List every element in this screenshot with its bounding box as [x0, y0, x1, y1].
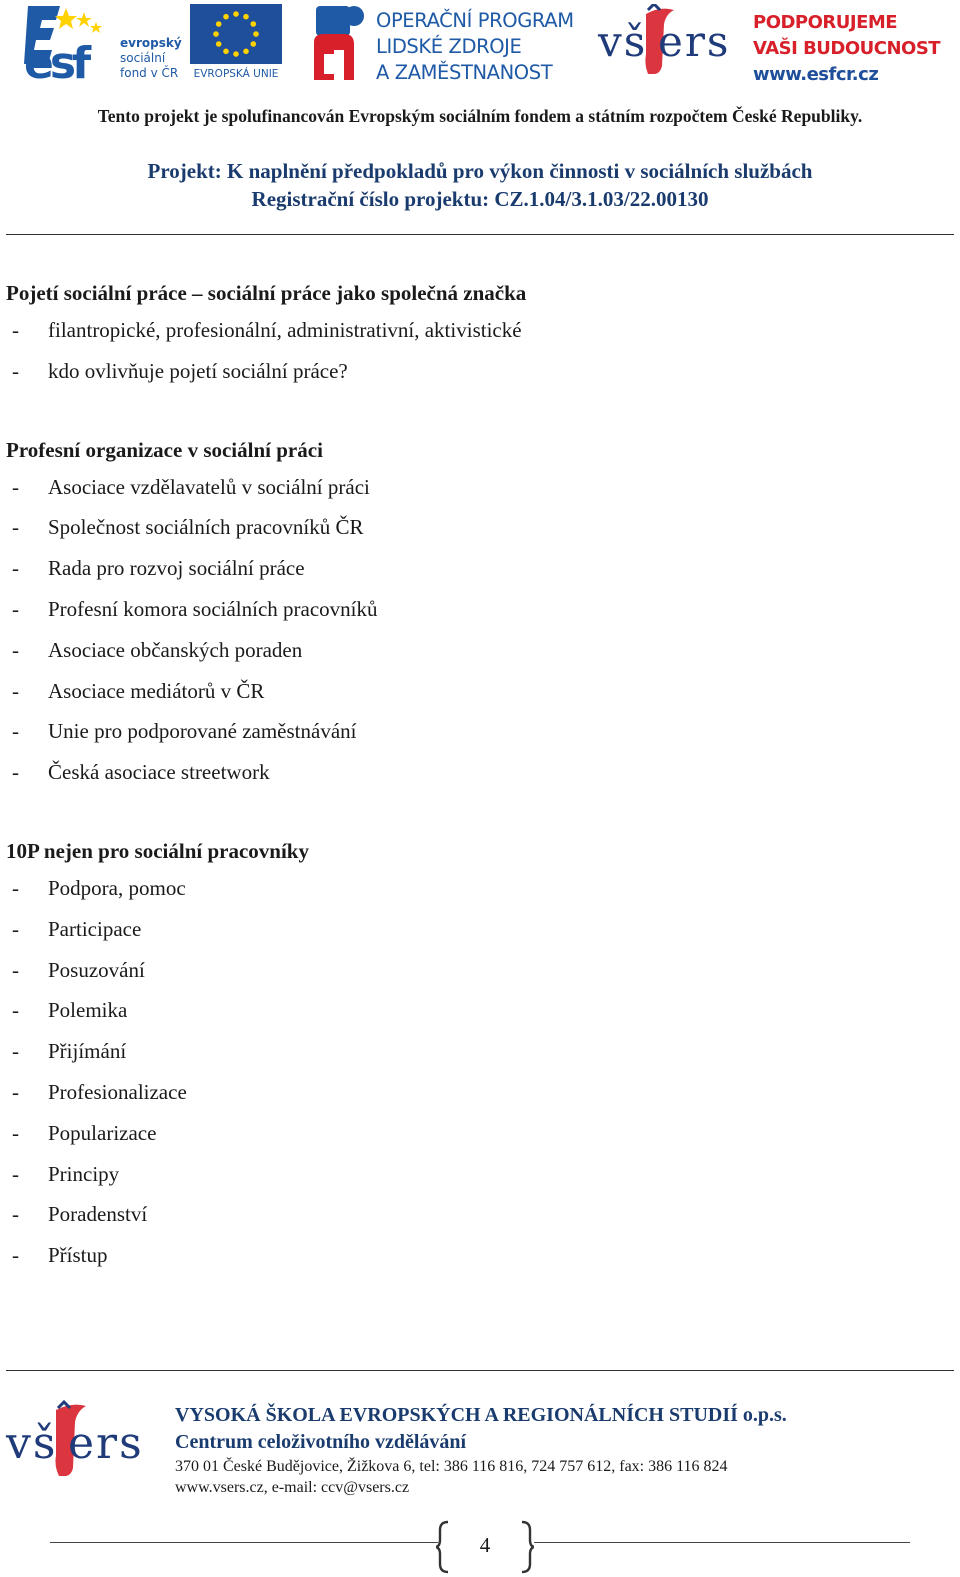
list-marker: - — [12, 1243, 19, 1268]
op-title — [376, 8, 574, 86]
support-text — [753, 10, 940, 88]
op-line3: A ZAMĚSTNANOST — [376, 61, 553, 84]
list-item — [6, 467, 946, 508]
svg-text:vš: vš — [6, 1418, 58, 1469]
section-10p — [6, 834, 946, 1276]
list-item-text: Participace — [48, 916, 142, 941]
svg-text:vš: vš — [598, 17, 648, 66]
cofinance-note: Tento projekt je spolufinancován Evropským sociálním fondem a státním rozpočtem České Republiky. — [97, 106, 863, 126]
page-number-line-left — [50, 1542, 438, 1543]
list-item-text: kdo ovlivňuje pojetí sociální práce? — [48, 358, 348, 383]
eu-caption: EVROPSKÁ UNIE — [193, 68, 279, 80]
footer-school: VYSOKÁ ŠKOLA EVROPSKÝCH A REGIONÁLNÍCH STUDIÍ o.p.s. — [175, 1404, 787, 1426]
list-item — [6, 1113, 946, 1154]
list-marker: - — [12, 1120, 19, 1145]
section-list — [6, 467, 946, 793]
list-item — [6, 351, 946, 392]
list-item — [6, 1072, 946, 1113]
footer-contact — [175, 1402, 787, 1498]
svg-text:ers: ers — [68, 1418, 144, 1469]
list-marker: - — [12, 678, 19, 703]
list-item — [6, 1235, 946, 1276]
list-marker: - — [12, 1079, 19, 1104]
support-line1: PODPORUJEME — [753, 12, 898, 33]
section-organizace — [6, 433, 946, 793]
page-number-line-right — [534, 1542, 910, 1543]
list-item-text: Rada pro rozvoj sociální práce — [48, 556, 305, 581]
list-item-text: Česká asociace streetwork — [48, 760, 270, 785]
list-item-text: filantropické, profesionální, administrativní, aktivistické — [48, 318, 522, 342]
list-item — [6, 507, 946, 548]
list-marker: - — [12, 556, 19, 581]
list-item — [6, 1194, 946, 1235]
list-item-text: Polemika — [48, 998, 128, 1023]
list-item-text: Asociace mediátorů v ČR — [48, 678, 265, 703]
list-marker: - — [12, 1202, 19, 1227]
list-item — [6, 548, 946, 589]
footer-center: Centrum celoživotního vzdělávání — [175, 1431, 467, 1453]
list-item — [6, 1154, 946, 1195]
document-body — [6, 276, 946, 1317]
list-item-text: Popularizace — [48, 1120, 157, 1145]
op-figure-icon — [310, 2, 370, 82]
list-marker: - — [12, 916, 19, 941]
footer-web: www.vsers.cz, e-mail: ccv@vsers.cz — [175, 1479, 410, 1496]
list-item — [6, 1031, 946, 1072]
list-marker: - — [12, 957, 19, 982]
esf-logo — [22, 2, 184, 82]
list-item-text: Poradenství — [48, 1202, 148, 1227]
list-marker: - — [12, 875, 19, 900]
list-item — [6, 310, 946, 351]
list-item — [6, 589, 946, 630]
list-item-text: Posuzování — [48, 957, 145, 982]
section-title: 10P nejen pro sociální pracovníky — [6, 838, 309, 863]
project-header — [0, 157, 960, 213]
list-item — [6, 752, 946, 793]
right-brace-icon — [520, 1520, 534, 1574]
list-marker: - — [12, 318, 19, 342]
list-item-text: Podpora, pomoc — [48, 875, 186, 900]
page-number: 4 — [479, 1533, 491, 1557]
esf-caption-line2: sociální — [120, 51, 166, 65]
list-item-text: Profesionalizace — [48, 1079, 187, 1104]
eu-flag-icon — [188, 2, 284, 66]
section-list — [6, 868, 946, 1276]
support-slogan — [748, 4, 948, 85]
support-url: www.esfcr.cz — [753, 64, 879, 85]
svg-text:ers: ers — [658, 17, 731, 66]
list-item-text: Společnost sociálních pracovníků ČR — [48, 515, 364, 540]
svg-text:esf: esf — [24, 38, 88, 82]
list-item — [6, 950, 946, 991]
list-marker: - — [12, 1161, 19, 1186]
footer-divider — [6, 1370, 954, 1371]
section-title: Pojetí sociální práce – sociální práce jako společná značka — [6, 281, 527, 305]
page-number-bar — [50, 1520, 910, 1574]
list-item — [6, 909, 946, 950]
section-title: Profesní organizace v sociální práci — [6, 437, 323, 462]
list-item-text: Profesní komora sociálních pracovníků — [48, 596, 378, 621]
list-item-text: Přijímání — [48, 1039, 127, 1064]
list-item-text: Unie pro podporované zaměstnávání — [48, 719, 357, 744]
list-marker: - — [12, 515, 19, 540]
header-divider — [6, 234, 954, 235]
op-line1: OPERAČNÍ PROGRAM — [376, 9, 574, 32]
list-marker: - — [12, 1039, 19, 1064]
list-marker: - — [12, 474, 19, 499]
vsers-logo-footer — [4, 1400, 154, 1484]
list-marker: - — [12, 596, 19, 621]
header-logo-row — [0, 0, 960, 86]
registration-number: Registrační číslo projektu: CZ.1.04/3.1.03/22.00130 — [251, 187, 709, 211]
section-pojeti — [6, 276, 946, 392]
list-item — [6, 990, 946, 1031]
esf-logo-mark — [22, 2, 122, 82]
footer-address: 370 01 České Budějovice, Žižkova 6, tel: 386 116 816, 724 757 612, fax: 386 116 824 — [175, 1458, 728, 1475]
list-marker: - — [12, 760, 19, 785]
left-brace-icon — [436, 1520, 450, 1574]
list-item-text: Asociace občanských poraden — [48, 637, 303, 662]
list-item — [6, 671, 946, 712]
list-marker: - — [12, 358, 19, 383]
eu-flag-logo — [188, 2, 284, 82]
list-item-text: Přístup — [48, 1243, 108, 1268]
esf-caption-line3: fond v ČR — [120, 66, 179, 80]
list-item-text: Asociace vzdělavatelů v sociální práci — [48, 474, 370, 499]
vsers-logo-icon — [596, 4, 741, 80]
list-item — [6, 630, 946, 671]
vsers-footer-icon — [4, 1400, 154, 1484]
support-line2: VAŠI BUDOUCNOST — [753, 38, 941, 59]
list-marker: - — [12, 998, 19, 1023]
project-title: Projekt: K naplnění předpokladů pro výkon činnosti v sociálních službách — [147, 159, 813, 183]
section-list — [6, 310, 946, 392]
list-marker: - — [12, 719, 19, 744]
list-item — [6, 711, 946, 752]
list-item-text: Principy — [48, 1161, 120, 1186]
list-marker: - — [12, 637, 19, 662]
list-item — [6, 868, 946, 909]
vsers-logo-top — [596, 4, 741, 80]
op-lidske-zdroje-logo — [310, 2, 590, 82]
esf-caption — [120, 36, 182, 81]
op-line2: LIDSKÉ ZDROJE — [376, 35, 522, 58]
esf-caption-line1: evropský — [120, 36, 182, 50]
